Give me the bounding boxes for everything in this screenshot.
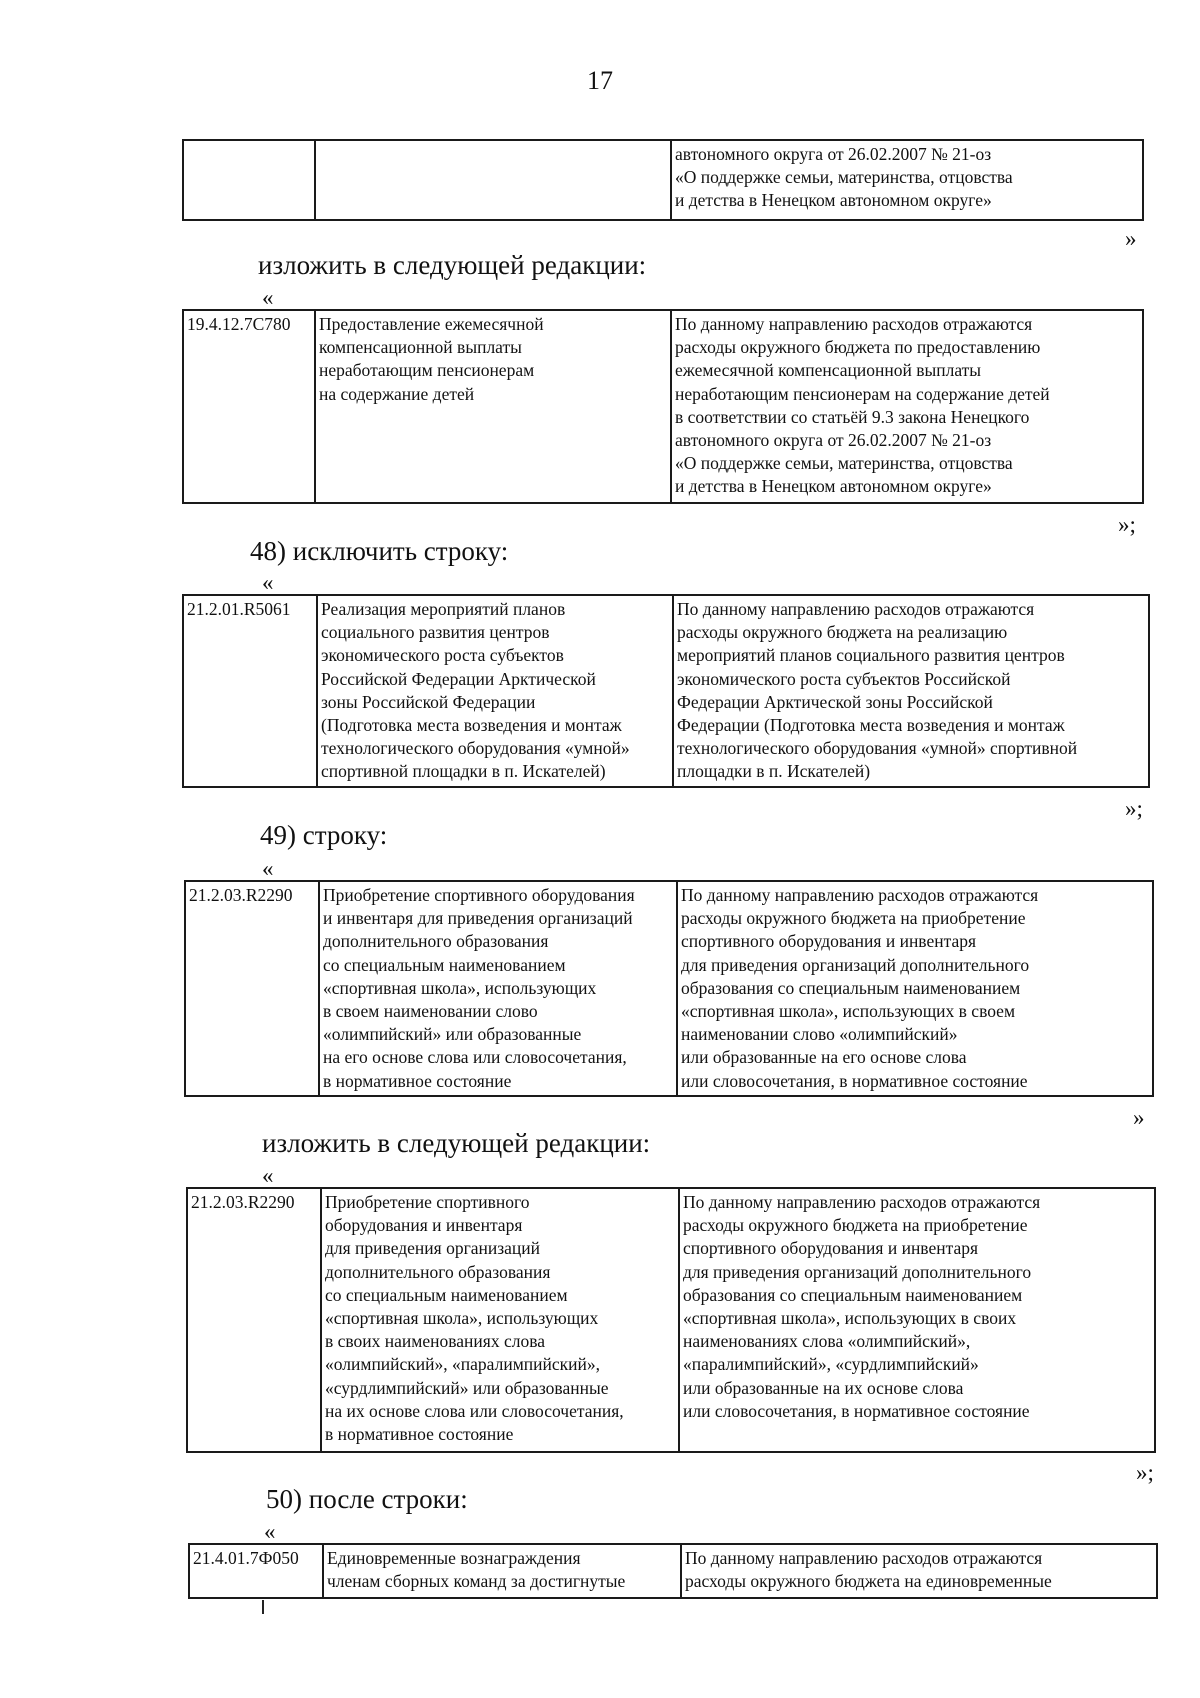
table-row [183, 310, 1143, 503]
opening-quote: « [264, 1519, 276, 1544]
row-code: 21.2.03.R2290 [185, 881, 319, 1096]
table-continuation [182, 139, 1144, 221]
instruction-text: изложить в следующей редакции: [262, 1128, 651, 1158]
opening-quote: « [262, 856, 274, 881]
table-21-4-01 [188, 1543, 1158, 1599]
table-19-4-12 [182, 309, 1144, 504]
instruction-text: 49) строку: [260, 820, 388, 850]
row-description: По данному направлению расходов отражаются расходы окружного бюджета по предоставлению ежемесячной компенсационной выплаты неработающим пенсионерам на содержание детей в соответствии со статьёй 9.3 закона Ненецкого автономного округа от 26.02.2007 № 21-оз «О поддержке семьи, материнства, отцовства и детства в Ненецком автономном округе» [671, 310, 1143, 503]
table-21-2-03-new [186, 1187, 1156, 1453]
closing-quote: »; [1125, 796, 1143, 821]
row-code: 21.2.03.R2290 [187, 1188, 321, 1452]
row-description: По данному направлению расходов отражаются расходы окружного бюджета на приобретение спортивного оборудования и инвентаря для приведения организаций дополнительного образования со специальным наименованием «спортивная школа», использующих в своем наименовании слово «олимпийский» или образованные на его основе слова или словосочетания, в нормативное состояние [677, 881, 1153, 1096]
row-name: Реализация мероприятий планов социального развития центров экономического роста субъектов Российской Федерации Арктической зоны Российской Федерации (Подготовка места возведения и монтаж технологического оборудования «умной» спортивной площадки в п. Искателей) [317, 595, 673, 787]
instruction-text: изложить в следующей редакции: [258, 250, 647, 280]
row-description: По данному направлению расходов отражаются расходы окружного бюджета на приобретение спортивного оборудования и инвентаря для приведения организаций дополнительного образования со специальным наименованием «спортивная школа», использующих в своих наименованиях слова «олимпийский», «паралимпийский», «сурдлимпийский» или образованные на их основе слова или словосочетания, в нормативное состояние [679, 1188, 1155, 1452]
table-row [183, 140, 1143, 220]
closing-quote: »; [1136, 1460, 1154, 1485]
table-row [189, 1544, 1157, 1598]
table-row [183, 595, 1149, 787]
opening-quote: « [262, 1163, 274, 1188]
instruction-text: 48) исключить строку: [250, 536, 509, 566]
page-cut-mark [262, 1600, 264, 1614]
row-code: 21.2.01.R5061 [183, 595, 317, 787]
opening-quote: « [262, 285, 274, 310]
page-number: 17 [587, 66, 613, 95]
instruction-text: 50) после строки: [266, 1484, 468, 1514]
table-21-2-03-old [184, 880, 1154, 1097]
row-description: По данному направлению расходов отражаются расходы окружного бюджета на единовременные [681, 1544, 1157, 1598]
row-name: Приобретение спортивного оборудования и инвентаря для приведения организаций дополнительного образования со специальным наименованием «спортивная школа», использующих в своих наименованиях слова «олимпийский», «паралимпийский», «сурдлимпийский» или образованные на их основе слова или словосочетания, в нормативное состояние [321, 1188, 679, 1452]
row-description: автономного округа от 26.02.2007 № 21-оз «О поддержке семьи, материнства, отцовства и детства в Ненецком автономном округе» [671, 140, 1143, 220]
row-name: Приобретение спортивного оборудования и инвентаря для приведения организаций дополнительного образования со специальным наименованием «спортивная школа», использующих в своем наименовании слово «олимпийский» или образованные на его основе слова или словосочетания, в нормативное состояние [319, 881, 677, 1096]
table-row [185, 881, 1153, 1096]
closing-quote: » [1125, 226, 1137, 251]
closing-quote: »; [1118, 512, 1136, 537]
row-code: 21.4.01.7Ф050 [189, 1544, 323, 1598]
row-description: По данному направлению расходов отражаются расходы окружного бюджета на реализацию мероприятий планов социального развития центров экономического роста субъектов Российской Федерации Арктической зоны Российской Федерации (Подготовка места возведения и монтаж технологического оборудования «умной» спортивной площадки в п. Искателей) [673, 595, 1149, 787]
table-21-2-01 [182, 594, 1150, 788]
table-row [187, 1188, 1155, 1452]
row-code [183, 140, 315, 220]
opening-quote: « [262, 570, 274, 595]
row-name: Единовременные вознаграждения членам сборных команд за достигнутые [323, 1544, 681, 1598]
row-name: Предоставление ежемесячной компенсационной выплаты неработающим пенсионерам на содержание детей [315, 310, 671, 503]
row-code: 19.4.12.7С780 [183, 310, 315, 503]
closing-quote: » [1133, 1105, 1145, 1130]
row-name [315, 140, 671, 220]
